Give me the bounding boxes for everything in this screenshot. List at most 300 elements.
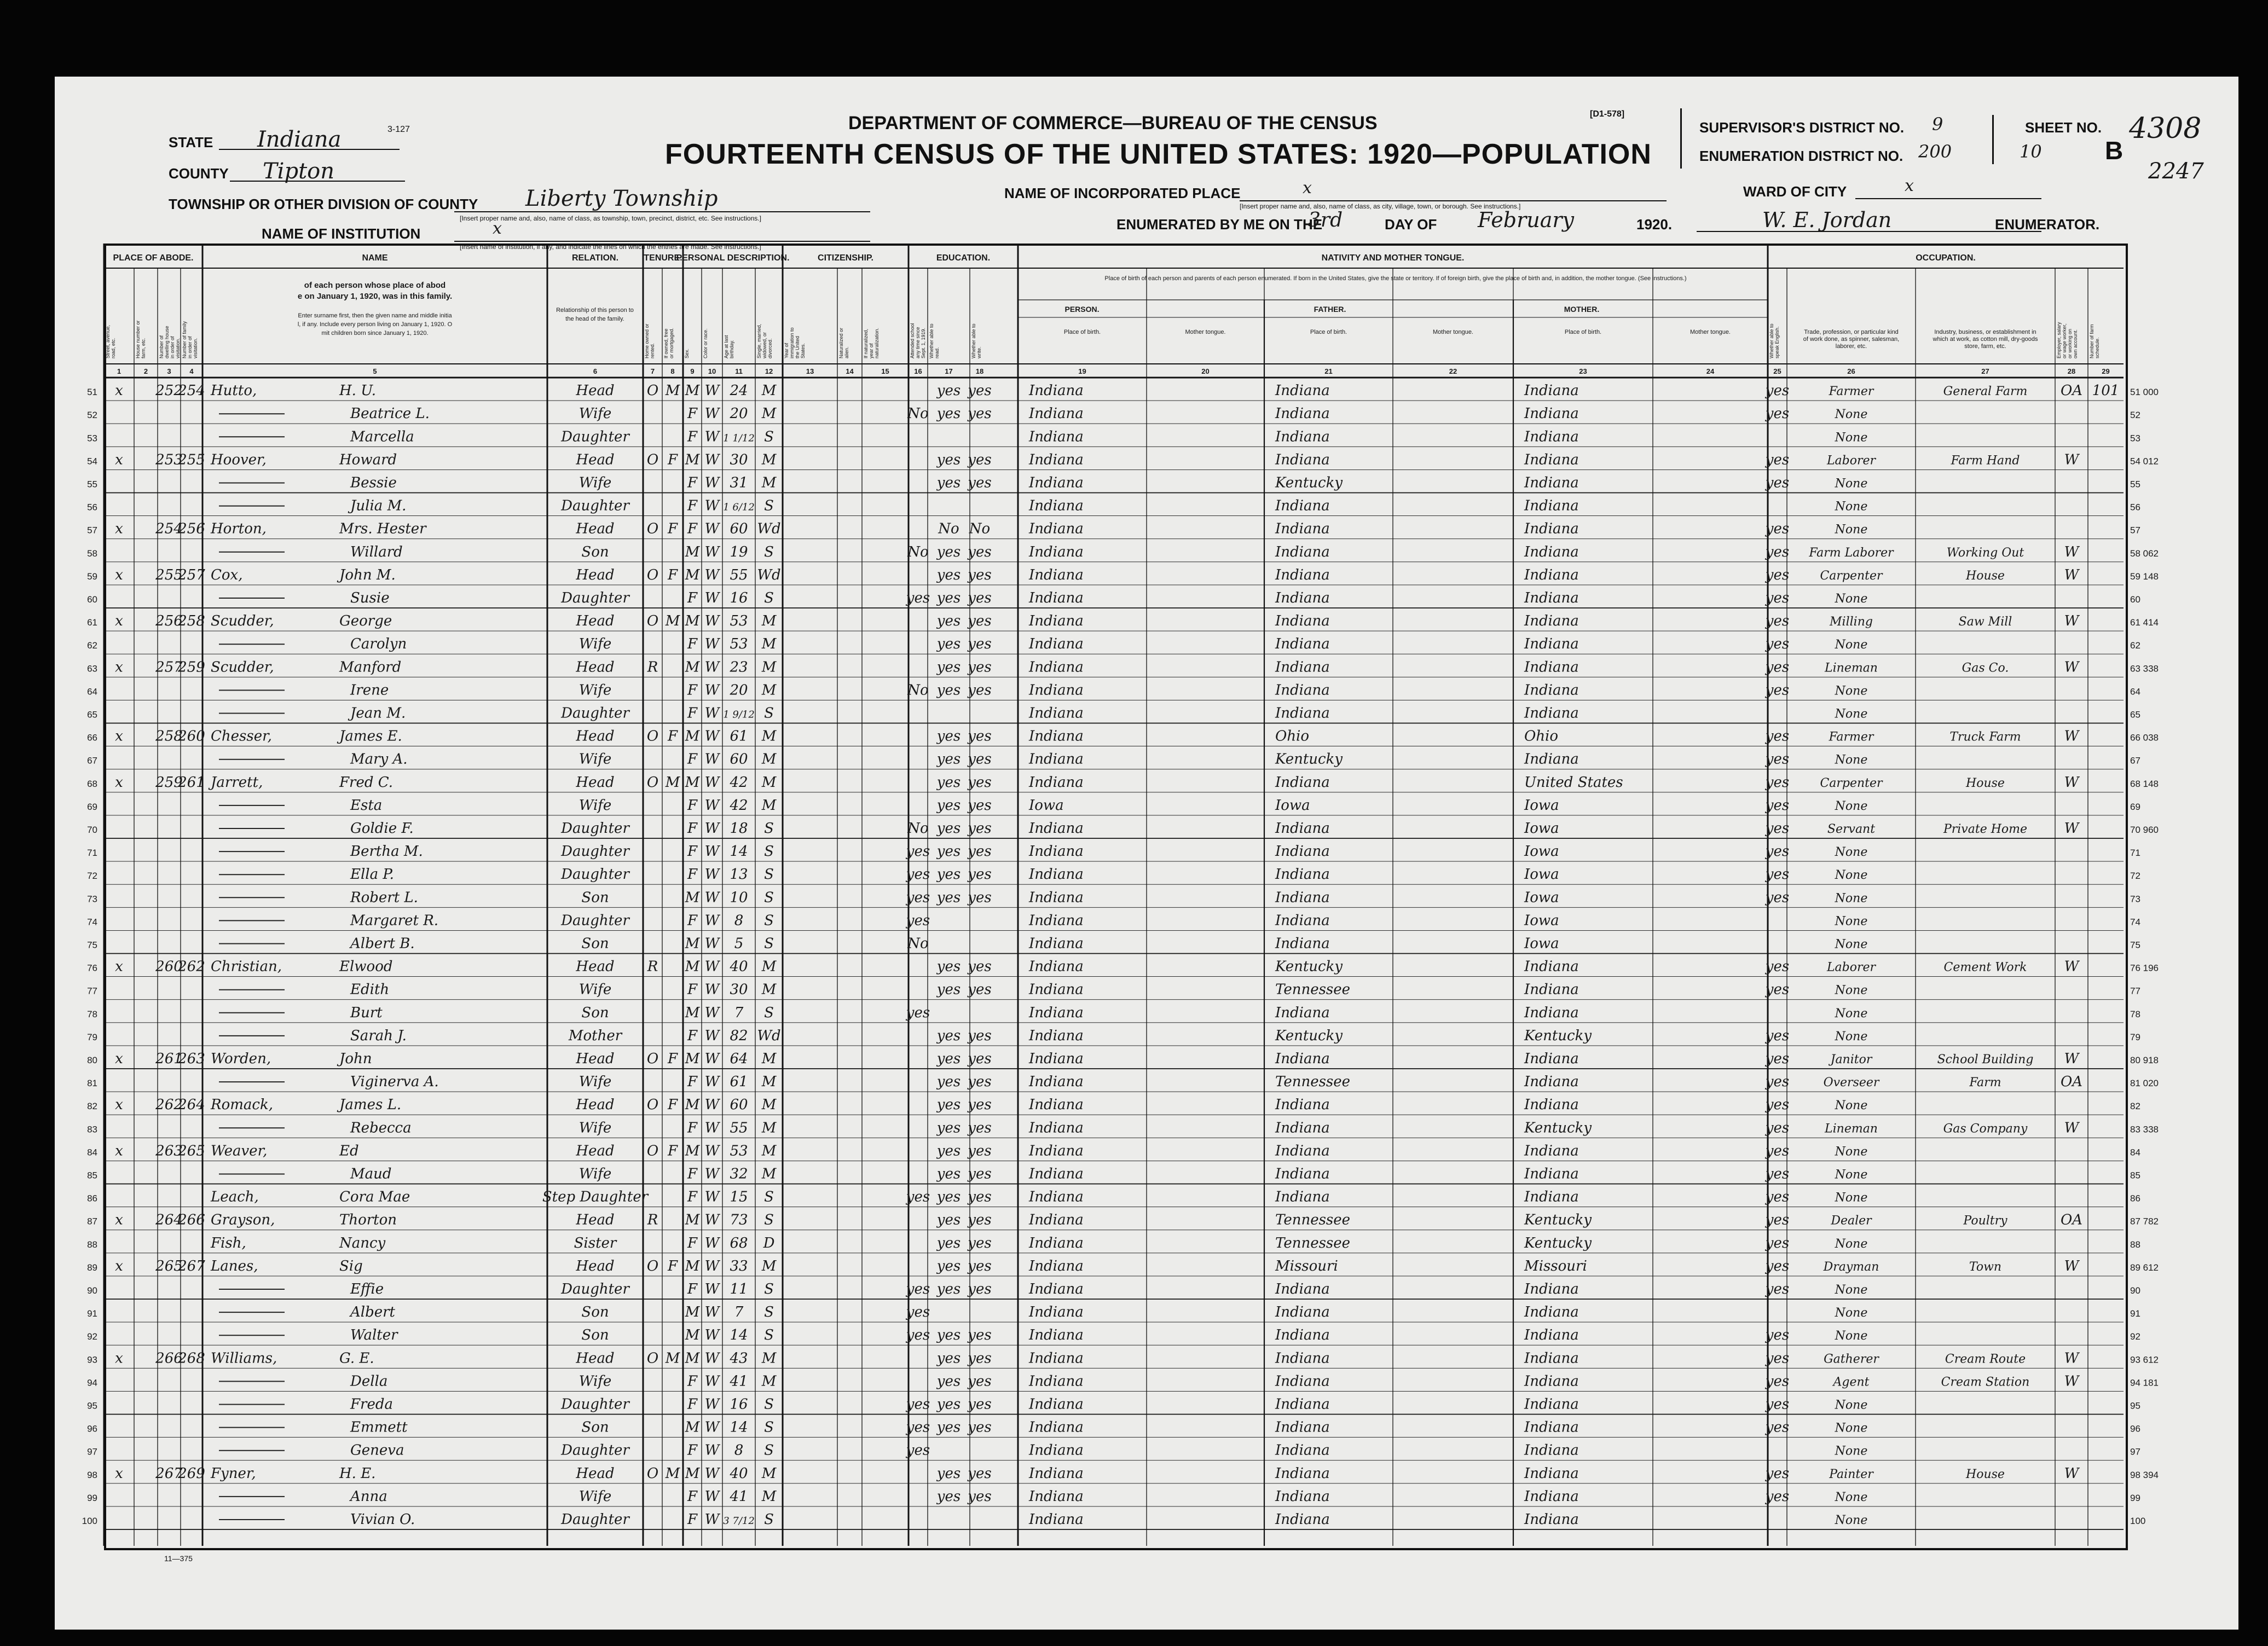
- given-name: Della: [350, 1373, 388, 1390]
- cell-mpob: Indiana: [1524, 682, 1579, 699]
- cell-read: yes: [936, 382, 961, 399]
- column-heading: any time since: [915, 327, 921, 358]
- cell-fpob: Indiana: [1275, 820, 1330, 837]
- cell-race: W: [704, 1189, 720, 1205]
- cell-race: W: [704, 590, 720, 606]
- cell-dwelling: 258: [155, 728, 183, 745]
- cell-mort: M: [665, 382, 680, 399]
- cell-rel: Sister: [574, 1234, 617, 1251]
- cell-mpob: Kentucky: [1524, 1120, 1592, 1137]
- cell-ms: S: [764, 889, 774, 906]
- cell-age: 53: [730, 636, 748, 653]
- cell-race: W: [704, 820, 720, 837]
- cell-street: x: [115, 520, 123, 537]
- cell-occ: None: [1835, 1306, 1868, 1320]
- cell-race: W: [704, 543, 720, 560]
- cell-ind: Town: [1969, 1260, 2002, 1274]
- cell-occ: None: [1835, 845, 1868, 860]
- name-heading-2: e on January 1, 1920, was in this family.: [297, 292, 453, 301]
- cell-pob: Indiana: [1029, 1465, 1084, 1482]
- cell-fpob: Indiana: [1275, 935, 1330, 952]
- cell-street: x: [115, 566, 123, 583]
- cell-rel: Head: [576, 1097, 615, 1114]
- cell-fpob: Indiana: [1275, 843, 1330, 860]
- cell-rel: Head: [576, 774, 615, 791]
- cell-ms: M: [761, 1097, 777, 1114]
- cell-sex: M: [685, 566, 700, 583]
- surname: Christian,: [211, 958, 282, 975]
- cell-race: W: [704, 958, 720, 975]
- cell-pob: Indiana: [1029, 958, 1084, 975]
- group-label: NAME: [362, 253, 388, 263]
- line-number: 96: [87, 1423, 97, 1434]
- line-number: 98: [87, 1469, 97, 1480]
- cell-cls: W: [2064, 613, 2079, 630]
- cell-pob: Indiana: [1029, 866, 1084, 883]
- cell-race: W: [704, 935, 720, 952]
- cell-ms: M: [761, 958, 777, 975]
- cell-pob: Indiana: [1029, 543, 1084, 560]
- cell-ms: M: [761, 659, 777, 676]
- group-label: TENURE.: [644, 253, 682, 263]
- cell-school: yes: [906, 590, 930, 606]
- cell-read: yes: [936, 866, 961, 883]
- cell-mpob: Iowa: [1524, 843, 1559, 860]
- cell-eng: yes: [1765, 1419, 1790, 1436]
- cell-occ: None: [1835, 983, 1868, 998]
- cell-occ: None: [1835, 1006, 1868, 1021]
- cell-eng: yes: [1765, 405, 1790, 422]
- right-margin-number: 57: [2130, 525, 2140, 536]
- cell-fpob: Indiana: [1275, 705, 1330, 722]
- cell-mpob: Indiana: [1524, 1189, 1579, 1205]
- surname: Scudder,: [211, 613, 274, 630]
- cell-age: 3 7/12: [723, 1515, 755, 1527]
- cell-street: x: [115, 1051, 123, 1067]
- cell-occ: Farmer: [1829, 730, 1874, 744]
- cell-street: x: [115, 659, 123, 676]
- cell-street: x: [115, 774, 123, 791]
- cell-ms: S: [764, 1304, 774, 1321]
- given-name: Bessie: [350, 474, 397, 491]
- line-number: 74: [87, 917, 97, 928]
- cell-sex: M: [685, 1143, 700, 1160]
- given-name: Emmett: [350, 1419, 408, 1436]
- line-number: 83: [87, 1124, 97, 1135]
- column-heading: If naturalized,: [863, 328, 869, 358]
- column-heading: Industry, business, or establishment in: [1934, 329, 2036, 335]
- cell-occ: Servant: [1827, 822, 1876, 836]
- cell-occ: None: [1835, 1490, 1868, 1504]
- cell-sex: M: [685, 935, 700, 952]
- cell-pob: Indiana: [1029, 728, 1084, 745]
- cell-eng: yes: [1765, 1143, 1790, 1160]
- cell-pob: Indiana: [1029, 682, 1084, 699]
- cell-ind: House: [1966, 569, 2005, 583]
- given-name: Bertha M.: [350, 843, 423, 860]
- cell-write: yes: [968, 728, 992, 745]
- state-label: STATE: [169, 134, 213, 150]
- column-heading: Home owned or: [644, 323, 650, 358]
- cell-sex: F: [687, 843, 698, 860]
- cell-dwelling: 254: [155, 520, 183, 537]
- cell-fpob: Indiana: [1275, 1051, 1330, 1067]
- cell-mpob: Indiana: [1524, 1097, 1579, 1114]
- right-margin-number: 64: [2130, 686, 2140, 697]
- column-heading: road, etc.: [111, 338, 116, 358]
- cell-write: yes: [968, 981, 992, 998]
- column-number: 23: [1579, 367, 1587, 375]
- given-name: Susie: [350, 590, 390, 606]
- line-number: 73: [87, 894, 97, 905]
- column-number: 2: [143, 367, 148, 375]
- given-name: Vivian O.: [350, 1511, 415, 1528]
- cell-mpob: Indiana: [1524, 543, 1579, 560]
- line-number: 99: [87, 1492, 97, 1503]
- name-instructions-3: mit children born since January 1, 1920.: [321, 330, 429, 337]
- cell-sex: M: [685, 774, 700, 791]
- enumerator-label: ENUMERATOR.: [1995, 216, 2100, 233]
- cell-sex: M: [685, 659, 700, 676]
- cell-sex: F: [687, 428, 698, 445]
- surname: Hoover,: [211, 451, 267, 468]
- cell-street: x: [115, 382, 123, 399]
- cell-school: yes: [906, 866, 930, 883]
- cell-mpob: Indiana: [1524, 1488, 1579, 1505]
- cell-pob: Indiana: [1029, 843, 1084, 860]
- cell-pob: Indiana: [1029, 935, 1084, 952]
- cell-race: W: [704, 1396, 720, 1413]
- cell-ms: M: [761, 474, 777, 491]
- group-label: PLACE OF ABODE.: [113, 253, 194, 263]
- cell-write: yes: [968, 1166, 992, 1183]
- cell-mpob: Indiana: [1524, 1074, 1579, 1091]
- cell-eng: yes: [1765, 1051, 1790, 1067]
- cell-pob: Iowa: [1029, 797, 1064, 814]
- cell-mpob: Iowa: [1524, 889, 1559, 906]
- column-number: 21: [1324, 367, 1333, 375]
- relation-heading-2: the head of the family.: [565, 316, 624, 322]
- cell-ms: S: [764, 1511, 774, 1528]
- line-number: 54: [87, 456, 97, 467]
- cell-family: 261: [178, 774, 205, 791]
- cell-occ: Lineman: [1825, 1122, 1878, 1136]
- cell-sex: F: [687, 912, 698, 929]
- cell-race: W: [704, 1004, 720, 1021]
- column-heading: Naturalized or: [838, 327, 844, 358]
- cell-pob: Indiana: [1029, 1304, 1084, 1321]
- cell-pob: Indiana: [1029, 1281, 1084, 1297]
- column-heading: Trade, profession, or particular kind: [1804, 329, 1899, 335]
- cell-fpob: Indiana: [1275, 1396, 1330, 1413]
- cell-write: yes: [968, 1419, 992, 1436]
- right-margin-number: 87 782: [2130, 1216, 2159, 1227]
- cell-ms: S: [764, 705, 774, 722]
- cell-race: W: [704, 474, 720, 491]
- given-name: Howard: [339, 451, 397, 468]
- cell-eng: yes: [1765, 751, 1790, 768]
- given-name: Rebecca: [350, 1120, 412, 1137]
- column-number: 14: [846, 367, 854, 375]
- cell-write: yes: [968, 889, 992, 906]
- given-name: Esta: [350, 797, 383, 814]
- cell-sex: F: [687, 1074, 698, 1091]
- cell-write: yes: [968, 682, 992, 699]
- column-heading: read.: [934, 347, 940, 358]
- cell-pob: Indiana: [1029, 1166, 1084, 1183]
- line-number: 70: [87, 825, 97, 835]
- column-heading: Place of birth.: [1310, 329, 1347, 335]
- right-margin-number: 53: [2130, 433, 2140, 444]
- cell-mpob: Indiana: [1524, 751, 1579, 768]
- enumeration-label: ENUMERATION DISTRICT NO.: [1699, 148, 1903, 164]
- column-heading: visitation.: [175, 338, 181, 358]
- column-number: 3: [167, 367, 171, 375]
- cell-mort: F: [667, 1051, 678, 1067]
- cell-age: 43: [730, 1350, 748, 1367]
- cell-fpob: Indiana: [1275, 1304, 1330, 1321]
- cell-race: W: [704, 728, 720, 745]
- cell-eng: yes: [1765, 1465, 1790, 1482]
- cell-own: O: [646, 451, 659, 468]
- column-heading: year of: [869, 343, 874, 358]
- column-heading: rented.: [650, 343, 655, 358]
- cell-eng: yes: [1765, 1212, 1790, 1228]
- footer-code: 11—375: [164, 1554, 193, 1563]
- column-heading: or mortgaged.: [669, 327, 674, 358]
- cell-eng: yes: [1765, 1120, 1790, 1137]
- cell-fpob: Indiana: [1275, 451, 1330, 468]
- cell-pob: Indiana: [1029, 1419, 1084, 1436]
- given-name: Fred C.: [339, 774, 393, 791]
- cell-fpob: Missouri: [1275, 1257, 1338, 1274]
- institution-note: [Insert name of institution, if any, and indicate the lines on which the entries are made. See instructions.]: [460, 243, 761, 251]
- right-margin-number: 70 960: [2130, 825, 2159, 835]
- cell-sex: F: [687, 1488, 698, 1505]
- cell-fpob: Indiana: [1275, 636, 1330, 653]
- column-number: 29: [2102, 367, 2110, 375]
- cell-ind: School Building: [1937, 1053, 2034, 1067]
- cell-race: W: [704, 451, 720, 468]
- cell-mpob: Indiana: [1524, 382, 1579, 399]
- cell-eng: yes: [1765, 1234, 1790, 1251]
- cell-read: yes: [936, 1166, 961, 1183]
- column-number: 19: [1078, 367, 1086, 375]
- year: 1920.: [1636, 216, 1673, 233]
- cell-write: yes: [968, 774, 992, 791]
- right-margin-number: 80 918: [2130, 1055, 2159, 1065]
- cell-race: W: [704, 566, 720, 583]
- cell-sex: F: [687, 1396, 698, 1413]
- cell-occ: None: [1835, 1421, 1868, 1435]
- cell-pob: Indiana: [1029, 1097, 1084, 1114]
- cell-pob: Indiana: [1029, 428, 1084, 445]
- cell-rel: Son: [581, 1004, 609, 1021]
- group-label: CITIZENSHIP.: [818, 253, 873, 263]
- given-name: H. U.: [339, 382, 376, 399]
- cell-ms: D: [763, 1234, 775, 1251]
- given-name: James L.: [339, 1097, 402, 1114]
- cell-eng: yes: [1765, 1281, 1790, 1297]
- cell-dwelling: 267: [155, 1465, 183, 1482]
- cell-pob: Indiana: [1029, 1004, 1084, 1021]
- given-name: Viginerva A.: [350, 1074, 439, 1091]
- cell-race: W: [704, 1488, 720, 1505]
- cell-ms: S: [764, 1281, 774, 1297]
- line-number: 57: [87, 525, 97, 536]
- cell-fpob: Indiana: [1275, 682, 1330, 699]
- cell-occ: Dealer: [1831, 1214, 1872, 1228]
- cell-age: 32: [730, 1166, 748, 1183]
- column-number: 18: [975, 367, 984, 375]
- cell-own: O: [646, 1097, 659, 1114]
- cell-pob: Indiana: [1029, 474, 1084, 491]
- cell-mpob: Kentucky: [1524, 1234, 1592, 1251]
- cell-eng: yes: [1765, 1350, 1790, 1367]
- right-margin-number: 99: [2130, 1492, 2140, 1503]
- cell-race: W: [704, 405, 720, 422]
- cell-fpob: Indiana: [1275, 1143, 1330, 1160]
- cell-family: 268: [178, 1350, 205, 1367]
- cell-rel: Wife: [578, 1166, 612, 1183]
- column-heading: Attended school: [910, 323, 915, 358]
- cell-occ: None: [1835, 707, 1868, 721]
- cell-own: R: [647, 958, 658, 975]
- line-number: 82: [87, 1101, 97, 1112]
- line-number: 79: [87, 1031, 97, 1042]
- cell-pob: Indiana: [1029, 1442, 1084, 1459]
- incorporated-label: NAME OF INCORPORATED PLACE: [1004, 185, 1241, 201]
- cell-read: yes: [936, 451, 961, 468]
- column-number: 6: [593, 367, 598, 375]
- line-number: 86: [87, 1193, 97, 1204]
- cell-read: yes: [936, 636, 961, 653]
- cell-pob: Indiana: [1029, 1027, 1084, 1044]
- cell-mpob: Indiana: [1524, 590, 1579, 606]
- cell-family: 264: [178, 1097, 205, 1114]
- given-name: Manford: [339, 659, 402, 676]
- cell-ms: M: [761, 797, 777, 814]
- cell-school: yes: [906, 889, 930, 906]
- cell-pob: Indiana: [1029, 751, 1084, 768]
- cell-write: yes: [968, 613, 992, 630]
- cell-pob: Indiana: [1029, 1257, 1084, 1274]
- cell-write: yes: [968, 474, 992, 491]
- supervisor-label: SUPERVISOR'S DISTRICT NO.: [1699, 119, 1905, 136]
- given-name: Effie: [350, 1281, 384, 1297]
- cell-rel: Step Daughter: [542, 1189, 649, 1205]
- line-number: 67: [87, 755, 97, 766]
- cell-ind: Cream Route: [1945, 1352, 2026, 1366]
- cell-age: 82: [730, 1027, 748, 1044]
- cell-ind: Gas Company: [1943, 1122, 2028, 1136]
- cell-eng: yes: [1765, 774, 1790, 791]
- surname: Romack,: [211, 1097, 273, 1114]
- cell-family: 259: [178, 659, 205, 676]
- cell-ind: Gas Co.: [1962, 661, 2009, 675]
- cell-eng: yes: [1765, 590, 1790, 606]
- cell-write: yes: [968, 958, 992, 975]
- cell-school: yes: [906, 843, 930, 860]
- cell-mpob: Indiana: [1524, 405, 1579, 422]
- cell-race: W: [704, 912, 720, 929]
- column-heading: Whether able to: [1769, 323, 1774, 358]
- column-heading: alien.: [844, 346, 849, 358]
- cell-mpob: Indiana: [1524, 1350, 1579, 1367]
- column-heading: Number of: [159, 335, 164, 358]
- cell-pob: Indiana: [1029, 497, 1084, 514]
- cell-mpob: Iowa: [1524, 935, 1559, 952]
- cell-age: 8: [734, 912, 744, 929]
- cell-ms: M: [761, 774, 777, 791]
- cell-write: yes: [968, 405, 992, 422]
- cell-own: R: [647, 659, 658, 676]
- cell-pob: Indiana: [1029, 1396, 1084, 1413]
- cell-sex: M: [685, 1212, 700, 1228]
- name-heading: of each person whose place of abod: [304, 281, 446, 290]
- cell-rel: Wife: [578, 474, 612, 491]
- cell-rel: Daughter: [561, 590, 629, 606]
- cell-fpob: Tennessee: [1275, 1074, 1351, 1091]
- cell-sex: M: [685, 382, 700, 399]
- cell-family: 269: [178, 1465, 205, 1482]
- cell-ms: S: [764, 1327, 774, 1344]
- column-heading: Year of: [784, 343, 789, 358]
- column-heading: laborer, etc.: [1835, 343, 1867, 350]
- cell-ms: M: [761, 636, 777, 653]
- cell-pob: Indiana: [1029, 1143, 1084, 1160]
- line-number: 56: [87, 502, 97, 513]
- cell-sex: M: [685, 1051, 700, 1067]
- column-heading: Number of farm: [2089, 324, 2095, 358]
- line-number: 80: [87, 1055, 97, 1065]
- cell-cls: W: [2064, 566, 2079, 583]
- cell-school: yes: [906, 1189, 930, 1205]
- line-number: 89: [87, 1262, 97, 1273]
- cell-mpob: Kentucky: [1524, 1212, 1592, 1228]
- group-label: EDUCATION.: [936, 253, 991, 263]
- cell-fpob: Indiana: [1275, 1488, 1330, 1505]
- right-margin-number: 60: [2130, 594, 2140, 605]
- column-heading: If owned, free: [663, 328, 669, 358]
- cell-race: W: [704, 659, 720, 676]
- cell-race: W: [704, 497, 720, 514]
- cell-school: yes: [906, 1419, 930, 1436]
- cell-family: 265: [178, 1143, 205, 1160]
- given-name: H. E.: [339, 1465, 376, 1482]
- cell-read: yes: [936, 405, 961, 422]
- line-number: 66: [87, 732, 97, 743]
- cell-age: 14: [730, 1327, 748, 1344]
- cell-mpob: Indiana: [1524, 474, 1579, 491]
- cell-rel: Son: [581, 889, 609, 906]
- column-heading: speak English.: [1774, 326, 1780, 358]
- cell-eng: yes: [1765, 889, 1790, 906]
- line-number: 71: [87, 848, 97, 859]
- cell-write: yes: [968, 1074, 992, 1091]
- surname: Horton,: [211, 520, 267, 537]
- surname: Weaver,: [211, 1143, 268, 1160]
- cell-cls: W: [2064, 1350, 2079, 1367]
- cell-mpob: Indiana: [1524, 497, 1579, 514]
- cell-fpob: Indiana: [1275, 866, 1330, 883]
- enumerator-name: W. E. Jordan: [1762, 208, 1892, 232]
- cell-rel: Daughter: [561, 428, 629, 445]
- line-number: 61: [87, 617, 97, 628]
- cell-mpob: Indiana: [1524, 981, 1579, 998]
- cell-farm: 101: [2092, 382, 2120, 399]
- cell-age: 55: [730, 566, 748, 583]
